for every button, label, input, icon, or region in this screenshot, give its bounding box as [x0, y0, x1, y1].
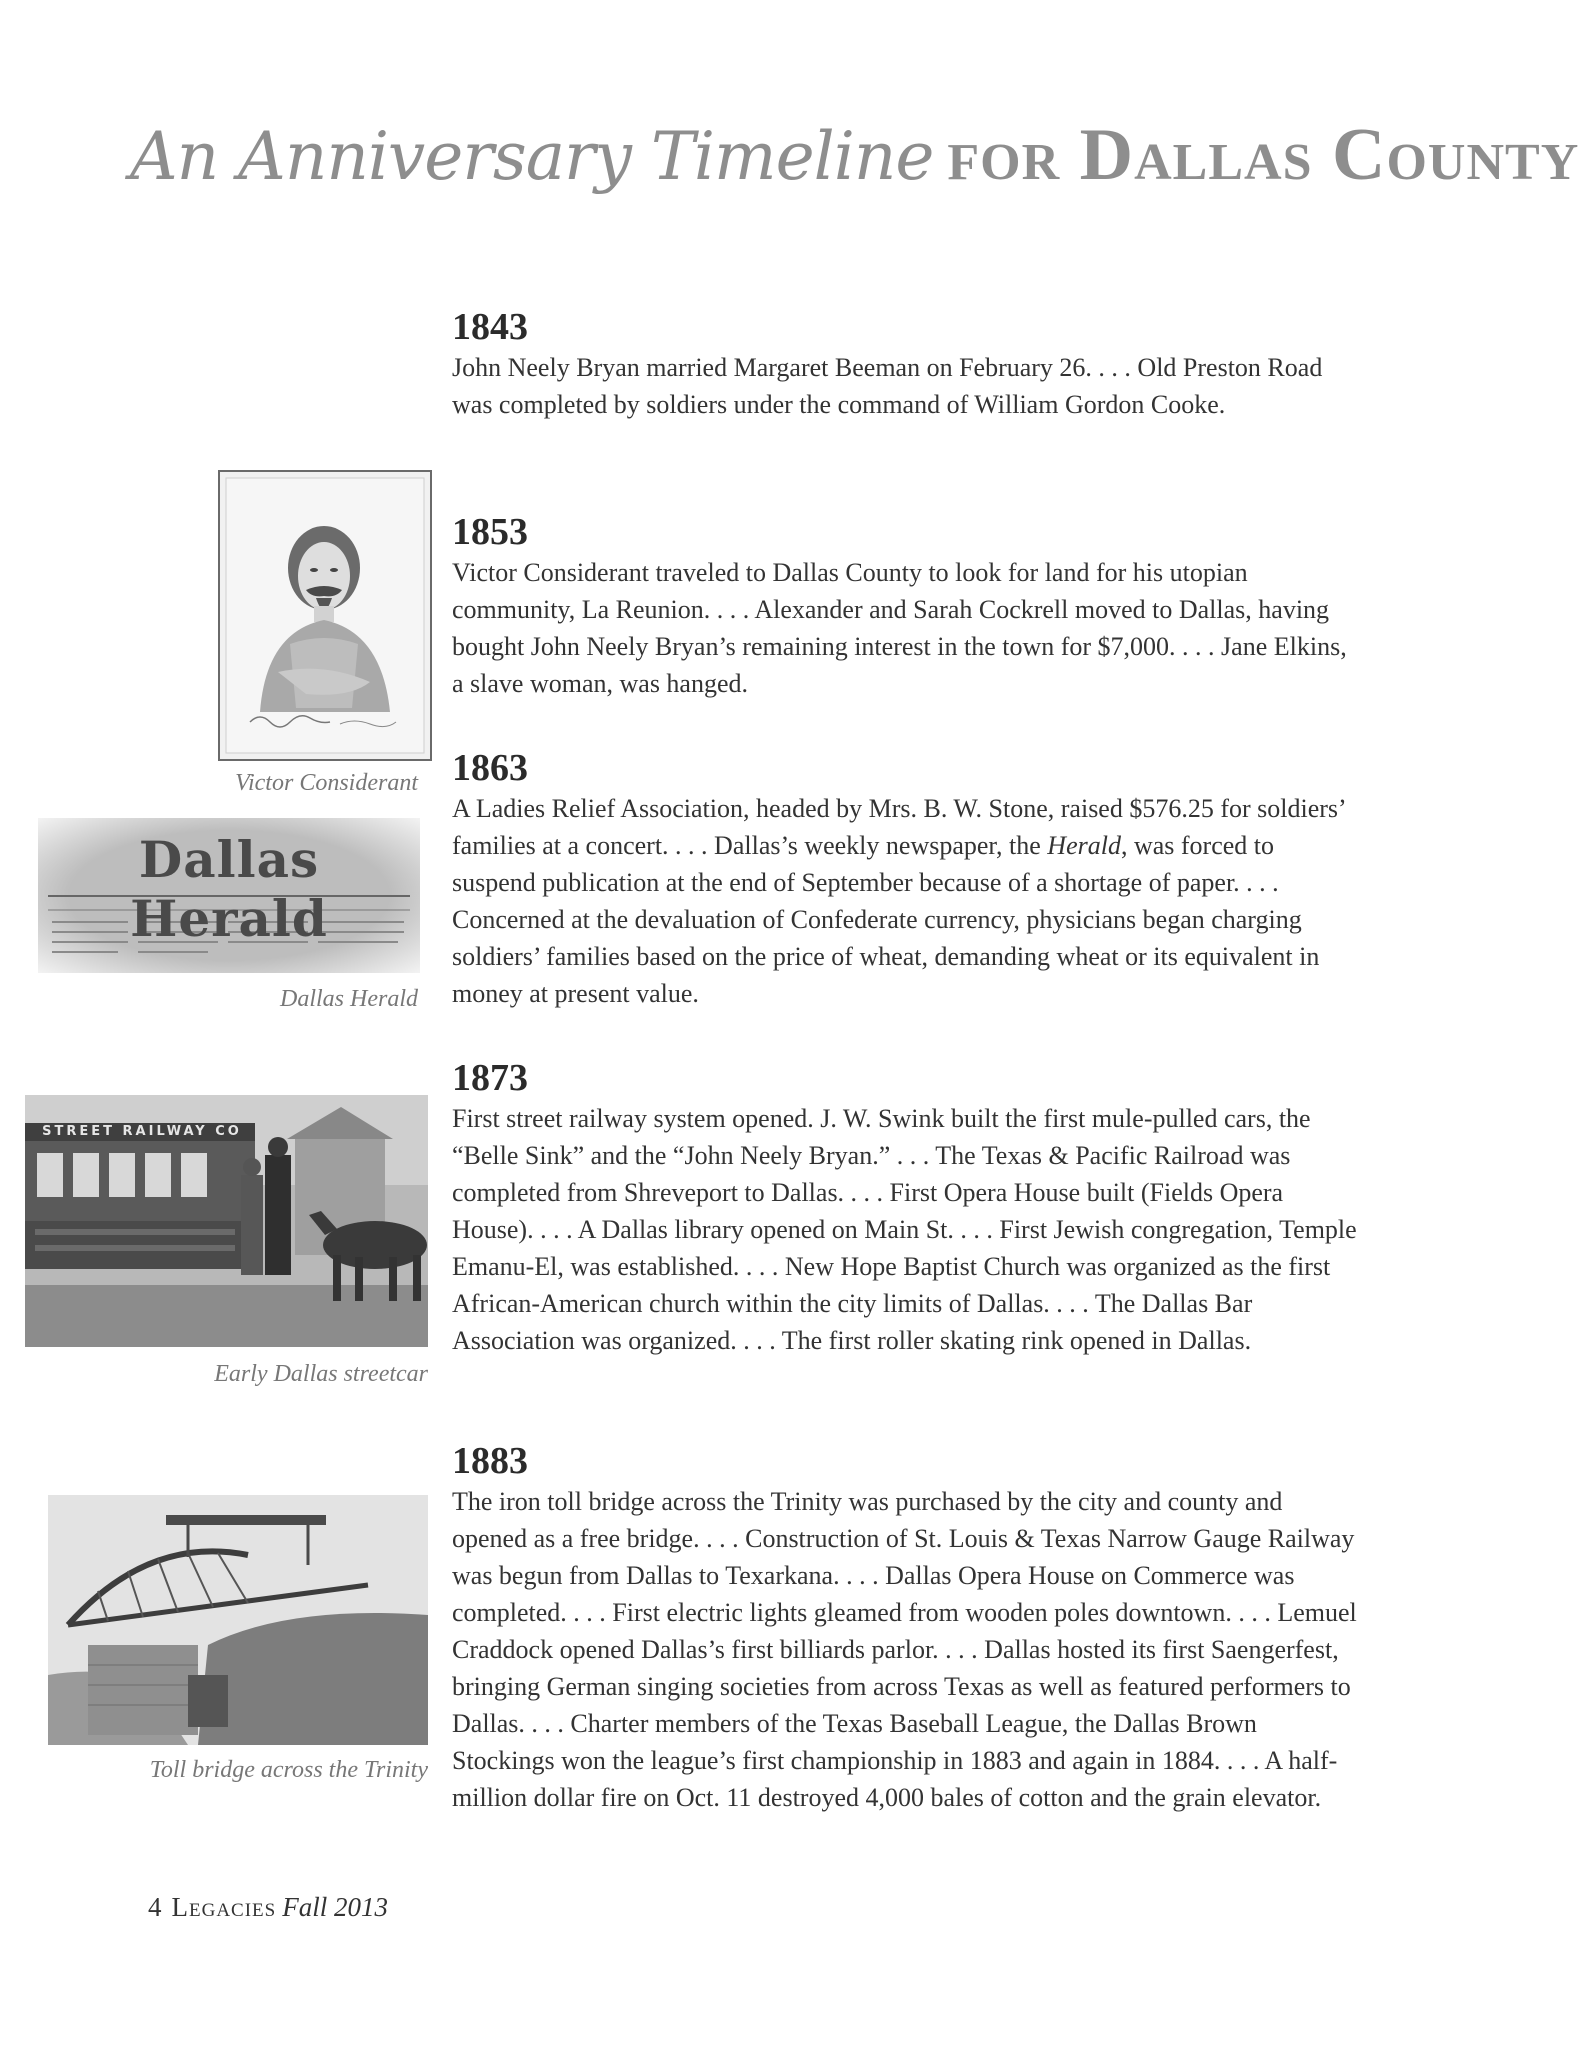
- entry-year: 1843: [452, 306, 528, 348]
- portrait-image: [218, 470, 432, 761]
- entry-year: 1883: [452, 1440, 528, 1482]
- streetcar-caption: Early Dallas streetcar: [214, 1361, 428, 1387]
- page-title: [130, 114, 1579, 196]
- newspaper-caption: Dallas Herald: [280, 986, 418, 1012]
- entry-year: 1853: [452, 511, 528, 553]
- page-footer: [148, 1892, 388, 1923]
- page-number: 4: [148, 1892, 162, 1922]
- bridge-caption: Toll bridge across the Trinity: [149, 1757, 428, 1783]
- newspaper-name: Herald: [1047, 831, 1121, 860]
- portrait-caption: Victor Considerant: [235, 770, 418, 796]
- entry-text: First street railway system opened. J. W. Swink built the first mule-pulled cars, the “Belle Sink” and the “John Neely Bryan.” . . . The Texas & Pacific Railroad was completed from Shreveport to Dallas. . . . First Opera House built (Fields Opera House). . . . A Dallas library opened on Main St. . . . First Jewish congregation, Temple Emanu-El, was established. . . . New Hope Baptist Church was organized as the first African-American church within the city limits of Dallas. . . . The Dallas Bar Association was organized. . . . The first roller skating rink opened in Dallas.: [452, 1104, 1357, 1355]
- timeline-entry-1873: [452, 1058, 1362, 1359]
- entry-year: 1873: [452, 1057, 528, 1099]
- publication-name: Legacies: [171, 1892, 277, 1922]
- entry-text: [452, 790, 1362, 1012]
- timeline-entry-1853: [452, 512, 1362, 702]
- entry-text: Victor Considerant traveled to Dallas County to look for land for his utopian community, La Reunion. . . . Alexander and Sarah Cockrell moved to Dallas, having bought John Neely Bryan’s remaining interest in the town for $7,000. . . . Jane Elkins, a slave woman, was hanged.: [452, 558, 1347, 698]
- bridge-image: [48, 1495, 428, 1745]
- portrait-drawing: [220, 472, 430, 759]
- entry-year: 1863: [452, 747, 528, 789]
- entry-text: John Neely Bryan married Margaret Beeman on February 26. . . . Old Preston Road was completed by soldiers under the command of William Gordon Cooke.: [452, 353, 1323, 419]
- newspaper-masthead: Dallas Herald: [130, 830, 328, 948]
- page-title-script: An Anniversary Timeline: [130, 118, 934, 195]
- entry-text-part: , was forced to suspend publication at the end of September because of a shortage of paper. . . . Concerned at the devaluation of Confederate currency, physicians began charging soldiers’ families based on the price of wheat, demanding wheat or its equivalent in money at present value.: [452, 831, 1320, 1008]
- bridge-drawing: [48, 1495, 428, 1745]
- streetcar-sign: STREET RAILWAY CO: [42, 1124, 242, 1139]
- issue-label: Fall 2013: [282, 1892, 388, 1922]
- timeline-entry-1883: [452, 1441, 1362, 1816]
- streetcar-image: [25, 1095, 428, 1347]
- timeline-entry-1863: [452, 748, 1362, 1012]
- entry-text: The iron toll bridge across the Trinity was purchased by the city and county and opened as a free bridge. . . . Construction of St. Louis & Texas Narrow Gauge Railway was begun from Dallas to Texarkana. . . . Dallas Opera House on Commerce was completed. . . . First electric lights gleamed from wooden poles downtown. . . . Lemuel Craddock opened Dallas’s first billiards parlor. . . . Dallas hosted its first Saengerfest, bringing German singing societies from across Texas as well as featured performers to Dallas. . . . Charter members of the Texas Baseball League, the Dallas Brown Stockings won the league’s first championship in 1883 and again in 1884. . . . A half-million dollar fire on Oct. 11 destroyed 4,000 bales of cotton and the grain elevator.: [452, 1487, 1357, 1812]
- newspaper-image: [38, 818, 420, 973]
- page-title-caps: for Dallas County: [947, 114, 1579, 196]
- entry-text-part: A Ladies Relief Association, headed by Mrs. B. W. Stone, raised $576.25 for soldiers’ families at a concert. . . . Dallas’s weekly newspaper, the: [452, 794, 1345, 860]
- timeline-entry-1843: [452, 307, 1362, 423]
